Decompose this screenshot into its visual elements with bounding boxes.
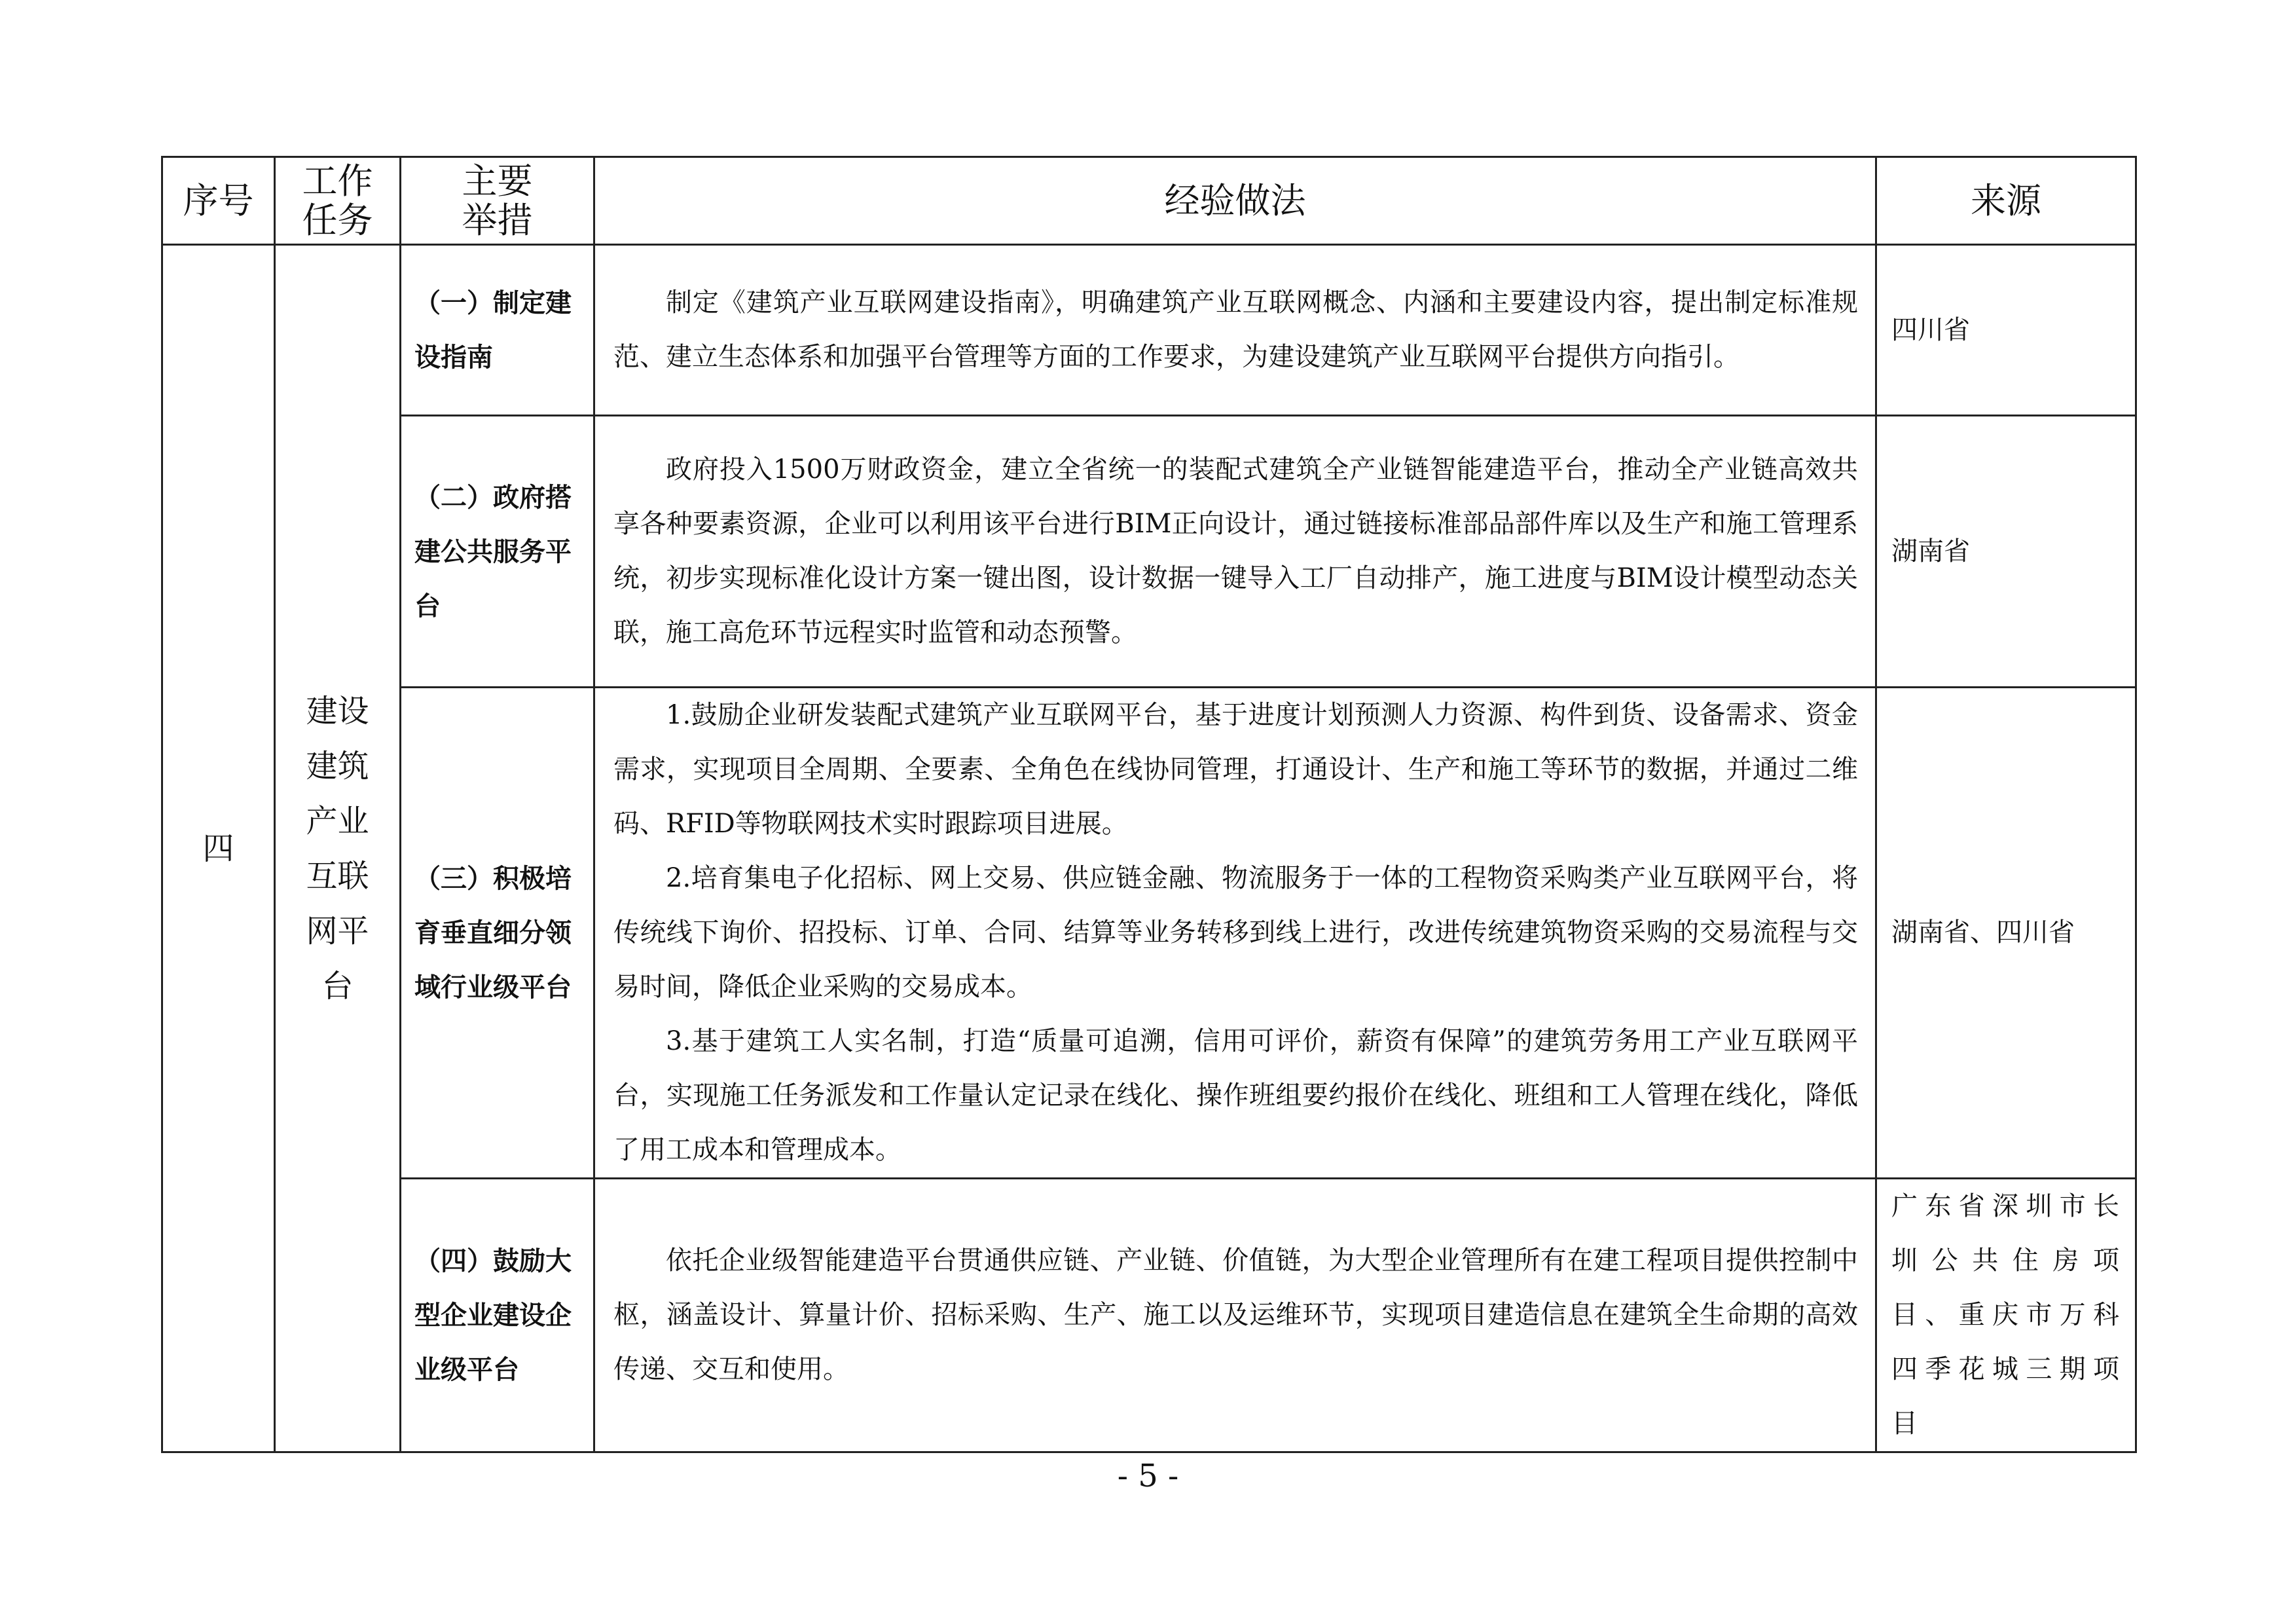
measure-cell: （四）鼓励大型企业建设企业级平台 <box>401 1179 594 1452</box>
source-cell: 广东省深圳市长圳公共住房项目、重庆市万科四季花城三期项目 <box>1876 1179 2136 1452</box>
header-source: 来源 <box>1876 157 2136 245</box>
header-task: 工作任务 <box>275 157 401 245</box>
header-seq: 序号 <box>162 157 275 245</box>
source-cell: 湖南省 <box>1876 416 2136 688</box>
source-cell: 四川省 <box>1876 245 2136 416</box>
method-paragraph: 2.培育集电子化招标、网上交易、供应链金融、物流服务于一体的工程物资采购类产业互联网平台，将传统线下询价、招投标、订单、合同、结算等业务转移到线上进行，改进传统建筑物资采购的交易流程与交易时间，降低企业采购的交易成本。 <box>613 863 1858 1002</box>
measure-cell: （三）积极培育垂直细分领域行业级平台 <box>401 688 594 1179</box>
method-cell: 依托企业级智能建造平台贯通供应链、产业链、价值链，为大型企业管理所有在建工程项目提供控制中枢，涵盖设计、算量计价、招标采购、生产、施工以及运维环节，实现项目建造信息在建筑全生命期的高效传递、交互和使用。 <box>594 1179 1876 1452</box>
practice-table <box>161 156 2137 1453</box>
table-row <box>162 416 2136 688</box>
measure-cell: （一）制定建设指南 <box>401 245 594 416</box>
method-paragraph: 1.鼓励企业研发装配式建筑产业互联网平台，基于进度计划预测人力资源、构件到货、设备需求、资金需求，实现项目全周期、全要素、全角色在线协同管理，打通设计、生产和施工等环节的数据，并通过二维码、RFID等物联网技术实时跟踪项目进展。 <box>613 700 1858 839</box>
method-cell: 政府投入1500万财政资金，建立全省统一的装配式建筑全产业链智能建造平台，推动全产业链高效共享各种要素资源，企业可以利用该平台进行BIM正向设计，通过链接标准部品部件库以及生产和施工管理系统，初步实现标准化设计方案一键出图，设计数据一键导入工厂自动排产，施工进度与BIM设计模型动态关联，施工高危环节远程实时监管和动态预警。 <box>594 416 1876 688</box>
table-row <box>162 245 2136 416</box>
group-seq: 四 <box>162 245 275 1452</box>
method-cell: 制定《建筑产业互联网建设指南》，明确建筑产业互联网概念、内涵和主要建设内容，提出制定标准规范、建立生态体系和加强平台管理等方面的工作要求，为建设建筑产业互联网平台提供方向指引。 <box>594 245 1876 416</box>
table-row <box>162 688 2136 1179</box>
page-number: - 5 - <box>1117 1458 1179 1494</box>
table-row <box>162 1179 2136 1452</box>
method-cell <box>594 688 1876 1179</box>
table-header-row <box>162 157 2136 245</box>
header-measure: 主要举措 <box>401 157 594 245</box>
source-cell: 湖南省、四川省 <box>1876 688 2136 1179</box>
measure-cell: （二）政府搭建公共服务平台 <box>401 416 594 688</box>
group-task: 建设建筑产业互联网平台 <box>275 245 401 1452</box>
header-method: 经验做法 <box>594 157 1876 245</box>
method-paragraph: 3.基于建筑工人实名制，打造“质量可追溯，信用可评价，薪资有保障”的建筑劳务用工产业互联网平台，实现施工任务派发和工作量认定记录在线化、操作班组要约报价在线化、班组和工人管理在线化，降低了用工成本和管理成本。 <box>613 1026 1858 1165</box>
